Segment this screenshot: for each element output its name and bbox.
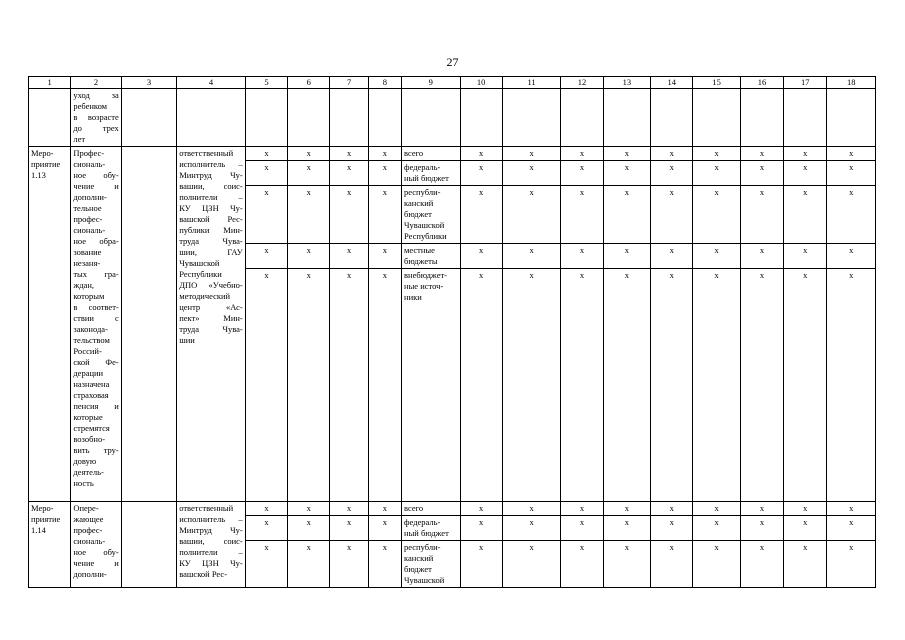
mark-cell: x bbox=[603, 161, 650, 186]
text-line: Чувашской bbox=[179, 258, 220, 268]
text-line: законода- bbox=[73, 324, 108, 334]
text-line: ники bbox=[404, 292, 422, 302]
mark-cell: x bbox=[603, 244, 650, 269]
text-line: ДПО «Учебно- bbox=[179, 280, 243, 290]
mark-cell: x bbox=[740, 244, 783, 269]
column-number: 6 bbox=[288, 77, 330, 89]
mark-cell: x bbox=[330, 161, 368, 186]
text-line: шии bbox=[179, 335, 195, 345]
mark-cell: x bbox=[740, 147, 783, 161]
mark-cell: x bbox=[693, 269, 740, 502]
text-line: бюджет bbox=[404, 564, 432, 574]
text-line: республи- bbox=[404, 187, 441, 197]
mark-cell: x bbox=[784, 541, 827, 588]
mark-cell: x bbox=[740, 502, 783, 516]
text-line: сиональ- bbox=[73, 536, 106, 546]
mark-cell: x bbox=[460, 161, 502, 186]
mark-cell: x bbox=[460, 244, 502, 269]
mark-cell: x bbox=[740, 269, 783, 502]
table-cell bbox=[71, 89, 121, 147]
mark-cell: x bbox=[245, 147, 287, 161]
mark-cell: x bbox=[827, 541, 876, 588]
table-cell bbox=[402, 89, 460, 147]
mark-cell: x bbox=[288, 161, 330, 186]
text-line: зование bbox=[73, 247, 102, 257]
table-cell bbox=[502, 89, 560, 147]
mark-cell: x bbox=[460, 516, 502, 541]
mark-cell: x bbox=[561, 269, 603, 502]
text-line: которым bbox=[73, 291, 105, 301]
mark-cell: x bbox=[827, 147, 876, 161]
mark-cell: x bbox=[502, 541, 560, 588]
text-line: ное обу- bbox=[73, 170, 119, 180]
mark-cell: x bbox=[784, 244, 827, 269]
mark-cell: x bbox=[561, 541, 603, 588]
program-table bbox=[28, 76, 876, 588]
text-line: Минтруд Чу- bbox=[179, 525, 243, 535]
mark-cell: x bbox=[651, 186, 693, 244]
text-line: вашской Рес- bbox=[179, 569, 228, 579]
mark-cell: x bbox=[693, 244, 740, 269]
mark-cell: x bbox=[245, 186, 287, 244]
column-number: 11 bbox=[502, 77, 560, 89]
mark-cell: x bbox=[288, 502, 330, 516]
text-line: чение и bbox=[73, 181, 119, 191]
text-line: федераль- bbox=[404, 162, 441, 172]
mark-cell: x bbox=[827, 502, 876, 516]
text-line: пенсия и bbox=[73, 401, 119, 411]
mark-cell: x bbox=[368, 502, 401, 516]
funding-source-cell bbox=[402, 516, 460, 541]
table-cell bbox=[460, 89, 502, 147]
mark-cell: x bbox=[368, 541, 401, 588]
text-line: пект» Мин- bbox=[179, 313, 243, 323]
mark-cell: x bbox=[368, 244, 401, 269]
mark-cell: x bbox=[603, 186, 650, 244]
text-line: возобно- bbox=[73, 434, 106, 444]
mark-cell: x bbox=[561, 186, 603, 244]
mark-cell: x bbox=[603, 147, 650, 161]
text-line: профес- bbox=[73, 525, 103, 535]
mark-cell: x bbox=[502, 502, 560, 516]
column-number-row bbox=[29, 77, 876, 89]
funding-source-cell bbox=[402, 186, 460, 244]
text-line: шии, ГАУ bbox=[179, 247, 243, 257]
mark-cell: x bbox=[245, 269, 287, 502]
mark-cell: x bbox=[693, 147, 740, 161]
text-line: ный бюджет bbox=[404, 173, 449, 183]
table-cell bbox=[827, 89, 876, 147]
text-line: канский bbox=[404, 198, 434, 208]
text-line: тельством bbox=[73, 335, 110, 345]
text-line: стремятся bbox=[73, 423, 110, 433]
table-cell bbox=[121, 89, 176, 147]
text-line: жающее bbox=[73, 514, 104, 524]
mark-cell: x bbox=[288, 186, 330, 244]
mark-cell: x bbox=[330, 269, 368, 502]
mark-cell: x bbox=[330, 186, 368, 244]
text-line: в возрасте bbox=[73, 112, 119, 122]
column-number: 14 bbox=[651, 77, 693, 89]
mark-cell: x bbox=[561, 516, 603, 541]
mark-cell: x bbox=[561, 147, 603, 161]
text-line: дополни- bbox=[73, 192, 107, 202]
column-number: 15 bbox=[693, 77, 740, 89]
column-number: 9 bbox=[402, 77, 460, 89]
mark-cell: x bbox=[784, 516, 827, 541]
mark-cell: x bbox=[502, 161, 560, 186]
text-line: методический bbox=[179, 291, 231, 301]
column-number: 8 bbox=[368, 77, 401, 89]
text-line: приятие bbox=[31, 514, 61, 524]
text-line: довую bbox=[73, 456, 97, 466]
mark-cell: x bbox=[784, 502, 827, 516]
mark-cell: x bbox=[460, 147, 502, 161]
mark-cell: x bbox=[330, 541, 368, 588]
mark-cell: x bbox=[651, 516, 693, 541]
text-line: исполнитель – bbox=[179, 159, 243, 169]
text-line: вашии, соис- bbox=[179, 536, 243, 546]
mark-cell: x bbox=[603, 516, 650, 541]
column-number: 5 bbox=[245, 77, 287, 89]
text-line: ответственный bbox=[179, 503, 234, 513]
text-line: полнители – bbox=[179, 192, 243, 202]
text-line: центр «Ас- bbox=[179, 302, 243, 312]
funding-source-cell bbox=[402, 147, 460, 161]
table-cell bbox=[603, 89, 650, 147]
mark-cell: x bbox=[651, 161, 693, 186]
mark-cell: x bbox=[502, 269, 560, 502]
mark-cell: x bbox=[827, 244, 876, 269]
mark-cell: x bbox=[502, 186, 560, 244]
text-line: ребенком bbox=[73, 101, 108, 111]
mark-cell: x bbox=[740, 186, 783, 244]
column-number: 3 bbox=[121, 77, 176, 89]
text-line: Опере- bbox=[73, 503, 99, 513]
text-line: уход за bbox=[73, 90, 119, 100]
text-line: труда Чува- bbox=[179, 236, 243, 246]
mark-cell: x bbox=[502, 244, 560, 269]
mark-cell: x bbox=[330, 516, 368, 541]
mark-cell: x bbox=[827, 516, 876, 541]
text-line: дерации bbox=[73, 368, 104, 378]
text-line: вить тру- bbox=[73, 445, 119, 455]
mark-cell: x bbox=[693, 161, 740, 186]
column-number: 4 bbox=[177, 77, 246, 89]
mark-cell: x bbox=[740, 541, 783, 588]
column-number: 7 bbox=[330, 77, 368, 89]
mark-cell: x bbox=[693, 541, 740, 588]
mark-cell: x bbox=[288, 541, 330, 588]
text-line: ствии с bbox=[73, 313, 119, 323]
text-line: профес- bbox=[73, 214, 103, 224]
text-line: ность bbox=[73, 478, 94, 488]
table-cell bbox=[368, 89, 401, 147]
text-line: деятель- bbox=[73, 467, 104, 477]
mark-cell: x bbox=[368, 161, 401, 186]
mark-cell: x bbox=[784, 147, 827, 161]
measure-number-cell bbox=[29, 147, 71, 502]
mark-cell: x bbox=[693, 186, 740, 244]
column-number: 2 bbox=[71, 77, 121, 89]
mark-cell: x bbox=[693, 516, 740, 541]
mark-cell: x bbox=[460, 502, 502, 516]
mark-cell: x bbox=[784, 186, 827, 244]
text-line: канский bbox=[404, 553, 434, 563]
mark-cell: x bbox=[740, 161, 783, 186]
text-line: ное обу- bbox=[73, 547, 119, 557]
text-line: Минтруд Чу- bbox=[179, 170, 243, 180]
mark-cell: x bbox=[827, 161, 876, 186]
text-line: которые bbox=[73, 412, 103, 422]
mark-cell: x bbox=[502, 147, 560, 161]
mark-cell: x bbox=[288, 244, 330, 269]
table-cell bbox=[245, 89, 287, 147]
text-line: Меро- bbox=[31, 148, 54, 158]
mark-cell: x bbox=[288, 516, 330, 541]
column-number: 16 bbox=[740, 77, 783, 89]
text-line: труда Чува- bbox=[179, 324, 243, 334]
text-line: бюджеты bbox=[404, 256, 438, 266]
measure-name-cell bbox=[71, 502, 121, 588]
mark-cell: x bbox=[784, 269, 827, 502]
mark-cell: x bbox=[651, 541, 693, 588]
table-cell bbox=[693, 89, 740, 147]
table-cell bbox=[740, 89, 783, 147]
text-line: сиональ- bbox=[73, 225, 106, 235]
text-line: вашской Рес- bbox=[179, 214, 243, 224]
text-line: дополни- bbox=[73, 569, 107, 579]
text-line: всего bbox=[404, 148, 424, 158]
mark-cell: x bbox=[561, 161, 603, 186]
mark-cell: x bbox=[368, 147, 401, 161]
mark-cell: x bbox=[245, 516, 287, 541]
text-line: 1.14 bbox=[31, 525, 46, 535]
text-line: бюджет bbox=[404, 209, 432, 219]
text-line: Республики bbox=[404, 231, 447, 241]
mark-cell: x bbox=[245, 502, 287, 516]
text-line: ные источ- bbox=[404, 281, 444, 291]
mark-cell: x bbox=[330, 502, 368, 516]
funding-source-cell bbox=[402, 502, 460, 516]
text-line: чение и bbox=[73, 558, 119, 568]
column-number: 12 bbox=[561, 77, 603, 89]
mark-cell: x bbox=[460, 541, 502, 588]
funding-source-cell bbox=[402, 541, 460, 588]
mark-cell: x bbox=[368, 186, 401, 244]
text-line: федераль- bbox=[404, 517, 441, 527]
mark-cell: x bbox=[561, 244, 603, 269]
text-line: ный бюджет bbox=[404, 528, 449, 538]
table-cell bbox=[651, 89, 693, 147]
mark-cell: x bbox=[651, 244, 693, 269]
continuation-row bbox=[29, 89, 876, 147]
mark-cell: x bbox=[827, 186, 876, 244]
page-number: 27 bbox=[446, 55, 459, 69]
mark-cell: x bbox=[603, 502, 650, 516]
text-line: Меро- bbox=[31, 503, 54, 513]
mark-cell: x bbox=[460, 269, 502, 502]
funding-source-cell bbox=[402, 269, 460, 502]
mark-cell: x bbox=[502, 516, 560, 541]
mark-cell: x bbox=[245, 541, 287, 588]
text-line: Чувашской bbox=[404, 220, 445, 230]
mark-cell: x bbox=[651, 269, 693, 502]
text-line: приятие bbox=[31, 159, 61, 169]
funding-row bbox=[29, 502, 876, 516]
mark-cell: x bbox=[245, 161, 287, 186]
mark-cell: x bbox=[288, 147, 330, 161]
text-line: в соответ- bbox=[73, 302, 119, 312]
mark-cell: x bbox=[651, 147, 693, 161]
measure-number-cell bbox=[29, 502, 71, 588]
mark-cell: x bbox=[784, 161, 827, 186]
table-cell bbox=[29, 89, 71, 147]
text-line: лет bbox=[73, 134, 86, 144]
measure-name-cell bbox=[71, 147, 121, 502]
text-line: страховая bbox=[73, 390, 109, 400]
text-line: ждан, bbox=[73, 280, 94, 290]
mark-cell: x bbox=[460, 186, 502, 244]
column-number: 10 bbox=[460, 77, 502, 89]
mark-cell: x bbox=[651, 502, 693, 516]
mark-cell: x bbox=[368, 269, 401, 502]
text-line: назначена bbox=[73, 379, 110, 389]
empty-cell bbox=[121, 502, 176, 588]
mark-cell: x bbox=[288, 269, 330, 502]
mark-cell: x bbox=[330, 244, 368, 269]
text-line: внебюджет- bbox=[404, 270, 448, 280]
mark-cell: x bbox=[740, 516, 783, 541]
column-number: 1 bbox=[29, 77, 71, 89]
text-line: до трех bbox=[73, 123, 119, 133]
text-line: 1.13 bbox=[31, 170, 46, 180]
text-line: полнители – bbox=[179, 547, 243, 557]
mark-cell: x bbox=[603, 269, 650, 502]
text-line: всего bbox=[404, 503, 424, 513]
text-line: Чувашской bbox=[404, 575, 445, 585]
text-line: КУ ЦЗН Чу- bbox=[179, 558, 243, 568]
mark-cell: x bbox=[368, 516, 401, 541]
table-cell bbox=[784, 89, 827, 147]
column-number: 13 bbox=[603, 77, 650, 89]
mark-cell: x bbox=[827, 269, 876, 502]
mark-cell: x bbox=[330, 147, 368, 161]
table-cell bbox=[330, 89, 368, 147]
executor-cell bbox=[177, 147, 246, 502]
text-line: местные bbox=[404, 245, 435, 255]
text-line: публики Мин- bbox=[179, 225, 243, 235]
column-number: 18 bbox=[827, 77, 876, 89]
text-line: КУ ЦЗН Чу- bbox=[179, 203, 243, 213]
funding-source-cell bbox=[402, 161, 460, 186]
text-line: Россий- bbox=[73, 346, 102, 356]
text-line: ответственный bbox=[179, 148, 234, 158]
text-line: тельное bbox=[73, 203, 102, 213]
text-line: тых гра- bbox=[73, 269, 119, 279]
text-line: незаня- bbox=[73, 258, 101, 268]
funding-source-cell bbox=[402, 244, 460, 269]
mark-cell: x bbox=[693, 502, 740, 516]
empty-cell bbox=[121, 147, 176, 502]
text-line: вашии, соис- bbox=[179, 181, 243, 191]
text-line: ской Фе- bbox=[73, 357, 119, 367]
table-cell bbox=[561, 89, 603, 147]
text-line: республи- bbox=[404, 542, 441, 552]
funding-row bbox=[29, 147, 876, 161]
mark-cell: x bbox=[561, 502, 603, 516]
table-cell bbox=[177, 89, 246, 147]
text-line: ное обра- bbox=[73, 236, 119, 246]
text-line: Республики bbox=[179, 269, 222, 279]
text-line: сиональ- bbox=[73, 159, 106, 169]
text-line: исполнитель – bbox=[179, 514, 243, 524]
mark-cell: x bbox=[245, 244, 287, 269]
text-line: Профес- bbox=[73, 148, 105, 158]
mark-cell: x bbox=[603, 541, 650, 588]
executor-cell bbox=[177, 502, 246, 588]
column-number: 17 bbox=[784, 77, 827, 89]
table-cell bbox=[288, 89, 330, 147]
